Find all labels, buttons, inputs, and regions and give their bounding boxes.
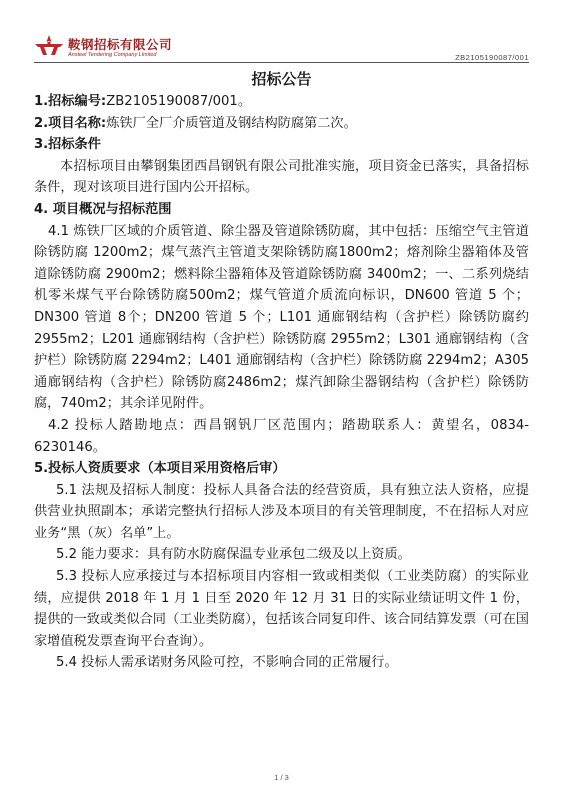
- company-name-en: Ansteel Tendering Company Limited: [68, 52, 157, 58]
- tender-conditions-text: 本招标项目由攀钢集团西昌钢钒有限公司批准实施，项目资金已落实，具备招标条件，现对该项目进行国内公开招标。: [34, 158, 529, 196]
- qualification-paragraph-5-3: 5.3 投标人应承接过与本招标项目内容相一致或相类似（工业类防腐）的实际业绩，应提供 2018 年 1 月 1 日至 2020 年 12 月 31 日的实际业绩证明文件 1 份，提供的一致或类似合同（工业类防腐），包括该合同复印件、该合同结算发票（可在国家增值税发票查询平台查询）。: [34, 569, 529, 649]
- qualification-paragraph-5-4: 5.4 投标人需承诺财务风险可控，不影响合同的正常履行。: [56, 655, 398, 671]
- company-logo-icon: [34, 34, 64, 56]
- section-tender-number: [34, 91, 529, 113]
- company-name-cn: 鞍钢招标有限公司: [68, 37, 173, 52]
- project-overview-paragraph-4-2: 4.2 投标人踏勘地点：西昌钢钒厂区范围内；踏勘联系人：黄望名，0834-6230146。: [34, 417, 529, 455]
- project-overview-paragraph-4-1: 4.1 炼铁厂区域的介质管道、除尘器及管道除锈防腐，其中包括：压缩空气主管道除锈防腐 1200m2；煤气蒸汽主管道支架除锈防腐1800m2；熔剂除尘器箱体及管道除锈防腐 2900m2；燃料除尘器箱体及管道除锈防腐 3400m2；一、二系列烧结机零米煤气平台除锈防腐500m2；煤气管道介质流向标识，DN600 管道 5 个；DN300 管道 8个；DN200 管道 5 个；L101 通廊钢结构（含护栏）除锈防腐约2955m2；L201 通廊钢结构（含护栏）除锈防腐 2955m2；L301 通廊钢结构（含护栏）除锈防腐 2294m2；L401 通廊钢结构（含护栏）除锈防腐 2294m2；A305 通廊钢结构（含护栏）除锈防腐2486m2；煤汽卸除尘器钢结构（含护栏）除锈防腐，740m2；其余详见附件。: [34, 223, 529, 412]
- header-divider: [34, 62, 529, 63]
- page-header: [34, 26, 529, 66]
- tender-number-value: ZB2105190087/001。: [106, 94, 252, 109]
- qualification-paragraph-5-2: 5.2 能力要求：具有防水防腐保温专业承包二级及以上资质。: [56, 547, 411, 563]
- page-number: 1 / 3: [274, 773, 289, 782]
- qualification-paragraph-5-1: 5.1 法规及招标人制度：投标人具备合法的经营资质，具有独立法人资格，应提供营业执照副本；承诺完整执行招标人涉及本项目的有关管理制度，不在招标人对应业务“黑（灰）名单”上。: [34, 482, 529, 541]
- section-project-name: [34, 113, 529, 135]
- document-body: [34, 68, 529, 674]
- header-doc-code: ZB2105190087/001: [455, 53, 529, 62]
- project-name-label: 2.项目名称:: [34, 115, 107, 131]
- section-tender-conditions-heading: 3.招标条件: [34, 137, 101, 153]
- tender-number-label: 1.招标编号:: [34, 94, 107, 109]
- project-name-value: 炼铁厂全厂介质管道及钢结构防腐第二次。: [106, 115, 357, 131]
- document-title: 招标公告: [251, 70, 312, 88]
- section-project-overview-heading: 4. 项目概况与招标范围: [34, 201, 172, 217]
- section-bidder-qualification-heading: 5.投标人资质要求（本项目采用资格后审）: [34, 461, 286, 477]
